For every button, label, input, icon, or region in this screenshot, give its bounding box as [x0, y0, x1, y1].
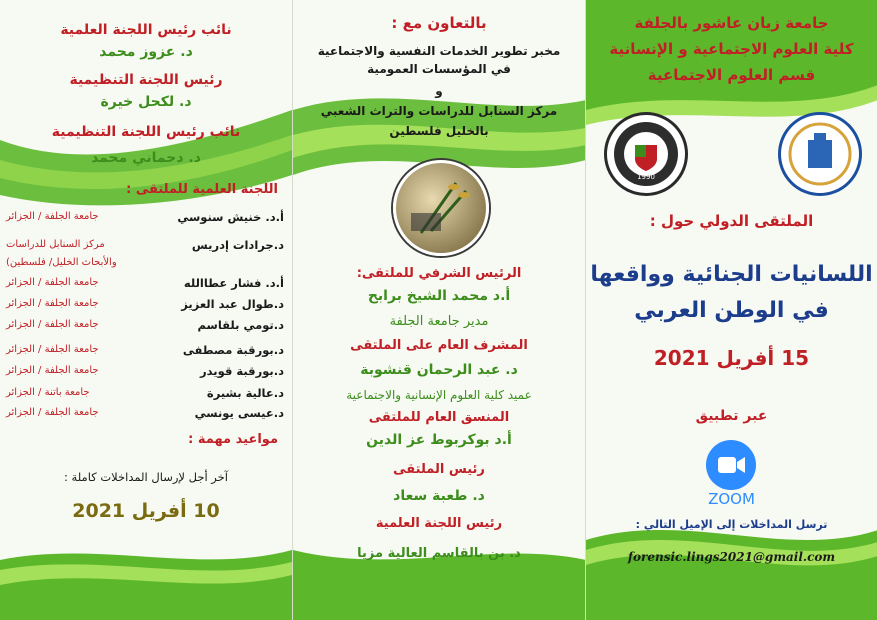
university-logo: [604, 112, 688, 196]
lab-logo: [393, 160, 489, 256]
conf-title-line2: في الوطن العربي: [634, 298, 829, 323]
email-link[interactable]: forensic.lings2021@gmail.com: [627, 550, 836, 564]
sci-title: رئيس اللجنة العلمية: [375, 516, 503, 531]
coord-title: المنسق العام للملتقى: [368, 410, 510, 425]
member-institution: جامعة الجلفة / الجزائر: [6, 298, 99, 309]
chair-name: د. طعبة سعاد: [393, 488, 485, 504]
committee-member-row: [6, 276, 284, 294]
univ-line2: كلية العلوم الاجتماعية و الإنسانية: [609, 40, 854, 58]
member-name: أ.د. فشار عطاالله: [183, 276, 284, 290]
committee-member-row: [6, 364, 284, 382]
wheat-icon: [396, 163, 486, 253]
vice-org-title: نائب رئيس اللجنة التنظيمية: [51, 124, 241, 140]
committee-title: اللجنة العلمية للملتقى :: [126, 182, 278, 197]
org-name: د. لكحل خيرة: [100, 94, 192, 110]
right-panel: [585, 0, 877, 620]
vice-sci-title: نائب رئيس اللجنة العلمية: [60, 22, 232, 38]
conf-date: 15 أفريل 2021: [653, 346, 810, 370]
zoom-label: ZOOM: [708, 490, 755, 508]
vice-sci-name: د. عزوز محمد: [99, 44, 193, 60]
zoom-icon: [706, 440, 756, 490]
dates-title: مواعيد مهمة :: [188, 432, 278, 447]
member-institution: جامعة الجلفة / الجزائر: [6, 344, 99, 355]
conf-intro: الملتقى الدولي حول :: [649, 212, 814, 230]
building-icon: [781, 115, 859, 193]
member-name: أ.د. خنيش سنوسي: [177, 210, 284, 224]
member-name: د.بورقبة قويدر: [200, 364, 284, 378]
faculty-logo: [778, 112, 862, 196]
via-label: عبر تطبيق: [695, 408, 768, 424]
and-word: و: [435, 84, 443, 98]
org-title: رئيس اللجنة التنظيمية: [69, 72, 223, 88]
member-institution: جامعة الجلفة / الجزائر: [6, 319, 99, 330]
member-institution: جامعة الجلفة / الجزائر: [6, 407, 99, 418]
sci-name: د. بن بالقاسم العالية مزيا: [357, 546, 521, 561]
collab-title: بالتعاون مع :: [391, 14, 487, 32]
supervisor-title: المشرف العام على الملتقى: [350, 338, 528, 353]
send-note: ترسل المداخلات إلى الإميل التالي :: [635, 518, 828, 531]
lab1-line2: في المؤسسات العمومية: [367, 62, 511, 76]
committee-member-row: [6, 297, 284, 315]
supervisor-role: عميد كلية العلوم الإنسانية والاجتماعية: [346, 388, 532, 402]
committee-member-row: [6, 318, 284, 336]
left-panel: [0, 0, 292, 620]
vice-org-name: د. دحماني محمد: [91, 150, 201, 166]
lab2-line2: بالخليل فلسطين: [389, 124, 489, 138]
shield-icon: [607, 115, 685, 193]
coord-name: أ.د بوكربوط عز الدين: [366, 432, 512, 448]
univ-line1: جامعة زيان عاشور بالجلفة: [634, 14, 829, 32]
committee-member-row: [6, 343, 284, 361]
member-institution: جامعة الجلفة / الجزائر: [6, 365, 99, 376]
committee-member-row: [6, 210, 284, 228]
lab1-line1: مخبر تطوير الخدمات النفسية والاجتماعية: [317, 44, 561, 58]
member-institution: مركز السنابل للدراسات: [6, 239, 105, 250]
member-name: د.عالية بشيرة: [206, 386, 284, 400]
lab2-line1: مركز السنابل للدراسات والتراث الشعبي: [320, 104, 558, 118]
committee-member-row: [6, 406, 284, 424]
committee-member-row: [6, 386, 284, 404]
member-institution: جامعة باتنة / الجزائر: [6, 387, 90, 398]
member-institution: جامعة الجلفة / الجزائر: [6, 211, 99, 222]
middle-panel: [292, 0, 585, 620]
chair-title: رئيس الملتقى: [393, 462, 485, 477]
committee-member-row: [6, 238, 284, 256]
univ-line3: قسم العلوم الاجتماعية: [647, 66, 816, 84]
committee-member-row: [6, 256, 284, 274]
honor-role: مدير جامعة الجلفة: [389, 314, 489, 329]
member-name: د.تومي بلقاسم: [197, 318, 284, 332]
deadline-label: آخر أجل لإرسال المداخلات كاملة :: [64, 470, 228, 484]
member-name: د.جرادات إدريس: [191, 238, 284, 252]
honor-name: أ.د محمد الشيخ برابح: [367, 288, 511, 304]
member-institution: جامعة الجلفة / الجزائر: [6, 277, 99, 288]
honor-title: الرئيس الشرفي للملتقى:: [356, 266, 522, 281]
member-name: د.بورقبة مصطفى: [182, 343, 284, 357]
member-name: د.عيسى يونسي: [194, 406, 284, 420]
member-name: د.طوال عبد العزيز: [181, 297, 284, 311]
university-logo-year: 1990: [637, 173, 655, 181]
deadline-date: 10 أفريل 2021: [72, 500, 220, 522]
supervisor-name: د. عبد الرحمان قنشوبة: [360, 362, 518, 378]
conf-title-line1: اللسانيات الجنائية وواقعها: [590, 262, 873, 287]
member-institution: والأبحاث الخليل/ فلسطين): [6, 257, 117, 268]
